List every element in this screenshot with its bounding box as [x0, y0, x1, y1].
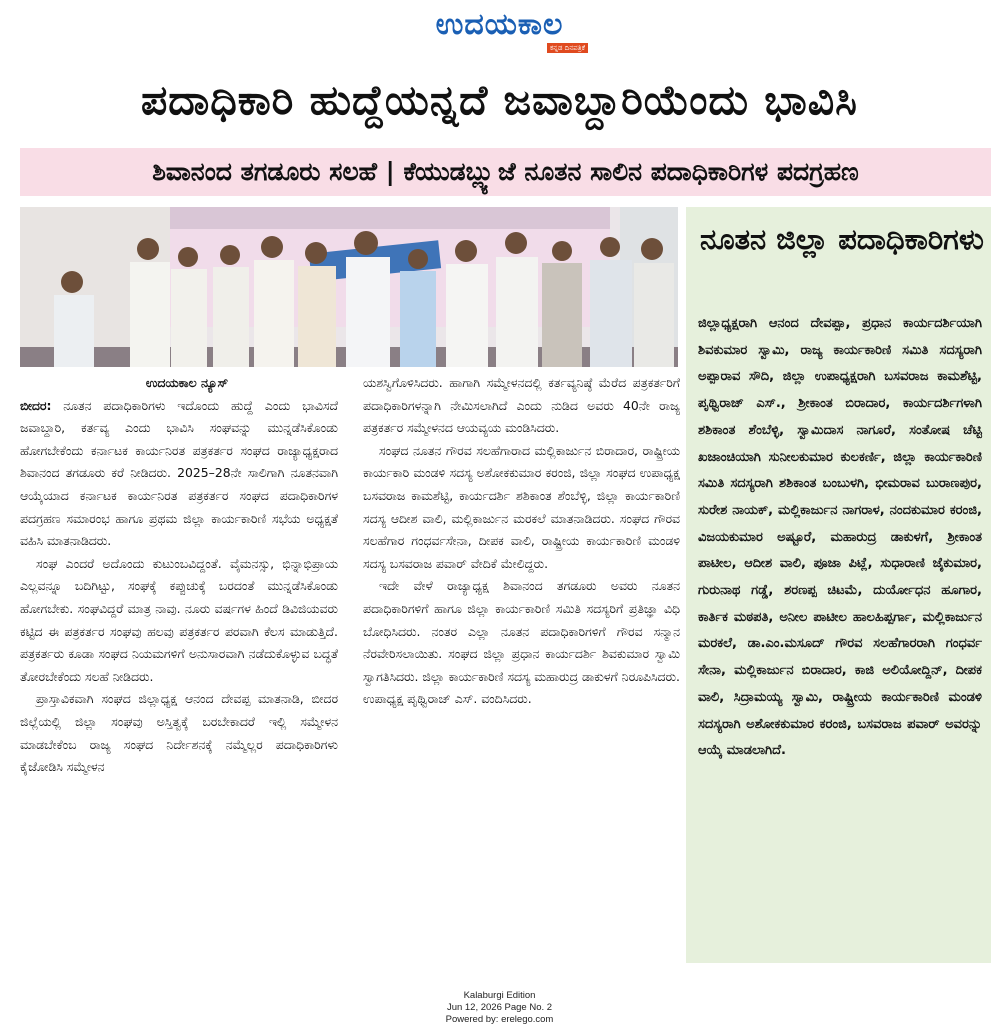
article-paragraph [20, 395, 338, 553]
masthead [0, 6, 999, 54]
article-column-2 [363, 372, 680, 711]
sidebar-title: ನೂತನ ಜಿಲ್ಲಾ ಪದಾಧಿಕಾರಿಗಳು [700, 222, 984, 256]
footer-powered-by[interactable]: Powered by: erelego.com [445, 1014, 554, 1025]
event-photo-graphic [20, 207, 678, 367]
article-paragraph: ಯಶಸ್ವಿಗೊಳಿಸಿದರು. ಹಾಗಾಗಿ ಸಮ್ಮೇಳನದಲ್ಲಿ ಕರ್ತವ್ಯನಿಷ್ಠೆ ಮೆರೆದ ಪತ್ರಕರ್ತರಿಗೆ ಪದಾಧಿಕಾರಿಗಳನ್ನಾಗಿ ನೇಮಿಸಲಾಗಿದೆ ಎಂದು ನುಡಿದ ಅವರು 40ನೇ ರಾಜ್ಯ ಪತ್ರಕರ್ತರ ಸಮ್ಮೇಳನದ ಆಯವ್ಯಯ ಮಂಡಿಸಿದರು. [363, 375, 680, 436]
page-footer [0, 990, 999, 1026]
article-paragraph: ಇದೇ ವೇಳೆ ರಾಜ್ಯಾಧ್ಯಕ್ಷ ಶಿವಾನಂದ ತಗಡೂರು ಅವರು ನೂತನ ಪದಾಧಿಕಾರಿಗಳಿಗೆ ಹಾಗೂ ಜಿಲ್ಲಾ ಕಾರ್ಯಕಾರಿಣಿ ಸಮಿತಿ ಸದಸ್ಯರಿಗೆ ಪ್ರತಿಜ್ಞಾ ವಿಧಿ ಬೋಧಿಸಿದರು. ನಂತರ ಎಲ್ಲಾ ನೂತನ ಪದಾಧಿಕಾರಿಗಳಿಗೆ ಗೌರವ ಸನ್ಮಾನ ನೆರವೇರಿಸಲಾಯಿತು. ಸಂಘದ ಜಿಲ್ಲಾ ಪ್ರಧಾನ ಕಾರ್ಯದರ್ಶಿ ಶಿವಕುಮಾರ ಸ್ವಾಮಿ ಸ್ವಾಗತಿಸಿದರು. ಜಿಲ್ಲಾ ಕಾರ್ಯಕಾರಿಣಿ ಸದಸ್ಯ ಮಹಾರುದ್ರ ಡಾಕುಳಗೆ ನಿರೂಪಿಸಿದರು. ಉಪಾಧ್ಯಕ್ಷ ಪೃಥ್ವಿರಾಜ್ ಎಸ್. ವಂದಿಸಿದರು. [363, 578, 680, 707]
event-photo [20, 207, 678, 367]
article-subheadline: ಶಿವಾನಂದ ತಗಡೂರು ಸಲಹೆ | ಕೆಯುಡಬ್ಲ್ಯುಜೆ ನೂತನ ಸಾಲಿನ ಪದಾಧಿಕಾರಿಗಳ ಪದಗ್ರಹಣ [152, 157, 859, 186]
article-headline: ಪದಾಧಿಕಾರಿ ಹುದ್ದೆಯನ್ನದೆ ಜವಾಬ್ದಾರಿಯೆಂದು ಭಾವಿಸಿ [141, 76, 858, 124]
office-bearers-sidebar [686, 207, 991, 963]
article-paragraph: ಸಂಘದ ನೂತನ ಗೌರವ ಸಲಹೆಗಾರಾದ ಮಲ್ಲಿಕಾರ್ಜುನ ಬಿರಾದಾರ, ರಾಷ್ಟ್ರೀಯ ಕಾರ್ಯಕಾರಿ ಮಂಡಳಿ ಸದಸ್ಯ ಅಶೋಕಕುಮಾರ ಕರಂಜಿ, ಜಿಲ್ಲಾ ಸಂಘದ ಉಪಾಧ್ಯಕ್ಷ ಬಸವರಾಜ ಕಾಮಶೆಟ್ಟಿ, ಕಾರ್ಯದರ್ಶಿ ಶಶಿಕಾಂತ ಶೆಂಬೆಳ್ಳಿ, ಜಿಲ್ಲಾ ಕಾರ್ಯಕಾರಿಣಿ ಸದಸ್ಯ ಆದೀಶ ವಾಲಿ, ಮಲ್ಲಿಕಾರ್ಜುನ ಮರಕಲೆ ಮಾತನಾಡಿದರು. ಸಂಘದ ಗೌರವ ಸಲಹೆಗಾರ ಗಂಧರ್ವಸೇನಾ, ದೀಪಕ ವಾಲಿ, ರಾಷ್ಟ್ರೀಯ ಕಾರ್ಯಕಾರಿಣಿ ಮಂಡಳಿ ಸದಸ್ಯ ಬಸವರಾಜ ಪವಾರ್ ವೇದಿಕೆ ಮೇಲಿದ್ದರು. [363, 442, 680, 571]
article-paragraph-text: ನೂತನ ಪದಾಧಿಕಾರಿಗಳು ಇದೊಂದು ಹುದ್ದೆ ಎಂದು ಭಾವಿಸದೆ ಜವಾಬ್ದಾರಿ, ಕರ್ತವ್ಯ ಎಂದು ಭಾವಿಸಿ ಸಂಘವನ್ನು ಮುನ್ನಡೆಸಿಕೊಂಡು ಹೋಗಬೇಕೆಂದು ಕರ್ನಾಟಕ ಕಾರ್ಯನಿರತ ಪತ್ರಕರ್ತರ ಸಂಘದ ರಾಜ್ಯಾಧ್ಯಕ್ಷರಾದ ಶಿವಾನಂದ ತಗಡೂರು ಕರೆ ನೀಡಿದರು. 2025–28ನೇ ಸಾಲಿಗಾಗಿ ನೂತನವಾಗಿ ಆಯ್ಕೆಯಾದ ಕರ್ನಾಟಕ ಕಾರ್ಯನಿರತ ಪತ್ರಕರ್ತರ ಸಂಘದ ಪದಾಧಿಕಾರಿಗಳ ಪದಗ್ರಹಣ ಸಮಾರಂಭ ಹಾಗೂ ಪ್ರಥಮ ಜಿಲ್ಲಾ ಕಾರ್ಯಕಾರಿಣಿ ಸಭೆಯ ಅಧ್ಯಕ್ಷತೆ ವಹಿಸಿ ಮಾತನಾಡಿದರು. [20, 397, 338, 549]
article-paragraph: ಪ್ರಾಸ್ತಾವಿಕವಾಗಿ ಸಂಘದ ಜಿಲ್ಲಾಧ್ಯಕ್ಷ ಆನಂದ ದೇವಪ್ಪ ಮಾತನಾಡಿ, ಬೀದರ ಜಿಲ್ಲೆಯಲ್ಲಿ ಜಿಲ್ಲಾ ಸಂಘವು ಅಸ್ತಿತ್ವಕ್ಕೆ ಬರಬೇಕಾದರೆ ಇಲ್ಲಿ ಸಮ್ಮೇಳನ ಮಾಡಬೇಕೆಂಬ ರಾಜ್ಯ ಸಂಘದ ನಿರ್ದೇಶನಕ್ಕೆ ನಮ್ಮೆಲ್ಲರ ಪದಾಧಿಕಾರಿಗಳು ಕೈಜೋಡಿಸಿ ಸಮ್ಮೇಳನ [20, 691, 338, 775]
logo-tagline: ಕನ್ನಡ ದಿನಪತ್ರಿಕೆ [547, 43, 588, 53]
subheadline-bar [20, 148, 991, 196]
sidebar-body: ಜಿಲ್ಲಾಧ್ಯಕ್ಷರಾಗಿ ಆನಂದ ದೇವಪ್ಪಾ, ಪ್ರಧಾನ ಕಾರ್ಯದರ್ಶಿಯಾಗಿ ಶಿವಕುಮಾರ ಸ್ವಾಮಿ, ರಾಜ್ಯ ಕಾರ್ಯಕಾರಿಣಿ ಸಮಿತಿ ಸದಸ್ಯರಾಗಿ ಅಪ್ಪಾರಾವ ಸೌದಿ, ಜಿಲ್ಲಾ ಉಪಾಧ್ಯಕ್ಷರಾಗಿ ಬಸವರಾಜ ಕಾಮಶೆಟ್ಟಿ, ಪೃಥ್ವಿರಾಜ್ ಎಸ್., ಶ್ರೀಕಾಂತ ಬಿರಾದಾರ, ಕಾರ್ಯದರ್ಶಿಗಳಾಗಿ ಶಶಿಕಾಂತ ಶೆಂಬೆಳ್ಳಿ, ಸ್ವಾಮಿದಾಸ ನಾಗೂರೆ, ಸಂತೋಷ ಚೆಟ್ಟಿ ಖಜಾಂಚಿಯಾಗಿ ಸುನೀಲಕುಮಾರ ಕುಲಕರ್ಣಿ, ಜಿಲ್ಲಾ ಕಾರ್ಯಕಾರಿಣಿ ಸಮಿತಿ ಸದಸ್ಯರಾಗಿ ಶಶಿಕಾಂತ ಬಂಬುಳಗಿ, ಭೀಮರಾವ ಬುರಾಣಪುರ, ಸುರೇಶ ನಾಯಕ್, ಮಲ್ಲಿಕಾರ್ಜುನ ನಾಗರಾಳ, ನಂದಕುಮಾರ ಕರಂಜಿ, ವಿಜಯಕುಮಾರ ಅಷ್ಟೂರೆ, ಮಹಾರುದ್ರ ಡಾಕುಳಗೆ, ಶ್ರೀಕಾಂತ ಪಾಟೀಲ, ಆದೀಶ ವಾಲಿ, ಪೂಜಾ ಪಿಟ್ಲೆ, ಸುಧಾರಾಣಿ ಜೈಕುಮಾರ, ಗುರುನಾಥ ಗಡ್ಡೆ, ಶರಣಪ್ಪ ಚಿಟಮೆ, ದುರ್ಯೋಧನ ಹೂಗಾರ, ಕಾರ್ತಿಕ ಮಠಪತಿ, ಅನೀಲ ಪಾಟೀಲ ಹಾಲಹಿಪ್ಪರ್ಗಾ, ಮಲ್ಲಿಕಾರ್ಜುನ ಮರಕಲೆ, ಡಾ.ಎಂ.ಮಸೂದ್ ಗೌರವ ಸಲಹೆಗಾರರಾಗಿ ಗಂಧರ್ವ ಸೇನಾ, ಮಲ್ಲಿಕಾರ್ಜುನ ಬಿರಾದಾರ, ಕಾಜಿ ಅಲಿಯೋದ್ದಿನ್, ದೀಪಕ ವಾಲಿ, ಸಿದ್ರಾಮಯ್ಯ ಸ್ವಾಮಿ, ರಾಷ್ಟ್ರೀಯ ಕಾರ್ಯಕಾರಿಣಿ ಮಂಡಳಿ ಸದಸ್ಯರಾಗಿ ಅಶೋಕಕುಮಾರ ಕರಂಜಿ, ಬಸವರಾಜ ಪವಾರ್ ಅವರನ್ನು ಆಯ್ಕೆ ಮಾಡಲಾಗಿದೆ. [698, 316, 982, 759]
newspaper-logo[interactable]: ಉದಯಕಾಲ [435, 7, 564, 42]
article-column-1 [20, 372, 338, 779]
footer-edition: Kalaburgi Edition [463, 990, 536, 1001]
footer-date-page: Jun 12, 2026 Page No. 2 [446, 1002, 553, 1013]
article-dateline: ಬೀದರ: [20, 397, 52, 413]
article-paragraph: ಸಂಘ ಎಂದರೆ ಅದೊಂದು ಕುಟುಂಬವಿದ್ದಂತೆ. ವೈಮನಸ್ಸು, ಭಿನ್ನಾಭಿಪ್ರಾಯ ಎಲ್ಲವನ್ನೂ ಬದಿಗಿಟ್ಟು, ಸಂಘಕ್ಕೆ ಕಪ್ಪುಚುಕ್ಕೆ ಬರದಂತೆ ಮುನ್ನಡೆಸಿಕೊಂಡು ಹೋಗಬೇಕು. ಸಂಘವಿದ್ದರೆ ಮಾತ್ರ ನಾವು. ನೂರು ವರ್ಷಗಳ ಹಿಂದೆ ಡಿವಿಜಿಯವರು ಕಟ್ಟಿದ ಈ ಪತ್ರಕರ್ತರ ಸಂಘವು ಹಲವು ಪತ್ರಕರ್ತರ ಪರವಾಗಿ ಕೆಲಸ ಮಾಡುತ್ತಿದೆ. ಪತ್ರಕರ್ತರು ಕೂಡಾ ಸಂಘದ ನಿಯಮಗಳಿಗೆ ಅನುಸಾರವಾಗಿ ನಡೆದುಕೊಳ್ಳುವ ಬದ್ಧತೆ ತೋರಬೇಕೆಂದು ಸಲಹೆ ನೀಡಿದರು. [20, 555, 338, 684]
article-byline: ಉದಯಕಾಲ ನ್ಯೂಸ್ [145, 375, 229, 390]
